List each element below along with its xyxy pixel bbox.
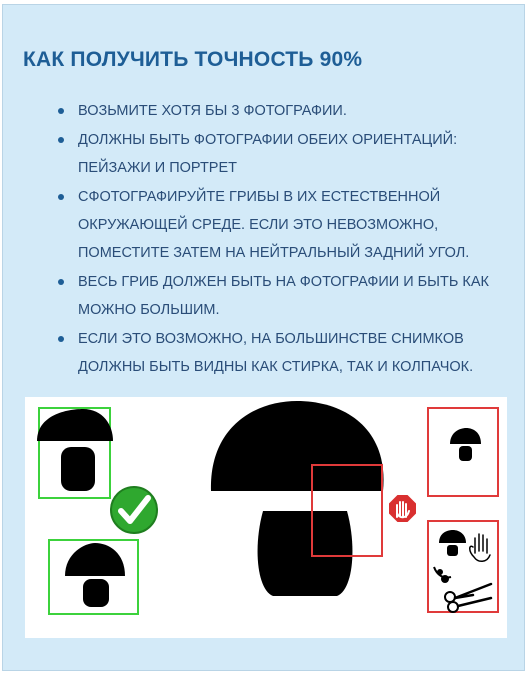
bullet-icon [58, 137, 64, 143]
page-title: КАК ПОЛУЧИТЬ ТОЧНОСТЬ 90% [23, 48, 363, 71]
bad-example-too-far [428, 408, 498, 496]
checkmark-icon [111, 487, 157, 533]
tip-line: ОКРУЖАЮЩЕЙ СРЕДЕ. ЕСЛИ ЭТО НЕВОЗМОЖНО, [78, 217, 439, 233]
stop-hand-icon [388, 494, 417, 523]
mushroom-icon [65, 543, 125, 607]
list-item [58, 97, 508, 125]
bullet-icon [58, 108, 64, 114]
tip-line: ЕСЛИ ЭТО ВОЗМОЖНО, НА БОЛЬШИНСТВЕ СНИМКОВ [78, 331, 464, 347]
tips-list [58, 97, 508, 382]
tip-line: ДОЛЖНЫ БЫТЬ ФОТОГРАФИИ ОБЕИХ ОРИЕНТАЦИЙ: [78, 132, 458, 148]
mushroom-icon [37, 409, 113, 491]
bullet-icon [58, 194, 64, 200]
illustration-panel [25, 397, 507, 638]
bullet-icon [58, 279, 64, 285]
tip-line: ПОМЕСТИТЕ ЗАТЕМ НА НЕЙТРАЛЬНЫЙ ЗАДНИЙ УГОЛ. [78, 245, 470, 261]
list-item [58, 325, 508, 381]
scissors-icon [445, 584, 491, 612]
bad-example-cut [428, 521, 498, 612]
mushroom-icon [450, 428, 481, 461]
list-item [58, 268, 508, 324]
tip-line: МОЖНО БОЛЬШИМ. [78, 302, 220, 318]
tip-line: ПЕЙЗАЖИ И ПОРТРЕТ [78, 160, 238, 176]
list-item [58, 183, 508, 267]
good-example-full [49, 540, 138, 614]
bullet-icon [58, 336, 64, 342]
tip-line: СФОТОГРАФИРУЙТЕ ГРИБЫ В ИХ ЕСТЕСТВЕННОЙ [78, 189, 441, 205]
tip-line: ВЕСЬ ГРИБ ДОЛЖЕН БЫТЬ НА ФОТОГРАФИИ И БЫТЬ КАК [78, 274, 489, 290]
tip-line: ВОЗЬМИТЕ ХОТЯ БЫ 3 ФОТОГРАФИИ. [78, 103, 347, 119]
mushroom-icon [211, 401, 384, 596]
illustration-svg [25, 397, 507, 638]
mushroom-icon [434, 530, 466, 583]
hand-icon [470, 534, 490, 561]
tip-line: ДОЛЖНЫ БЫТЬ ВИДНЫ КАК СТИРКА, ТАК И КОЛПАЧОК. [78, 359, 474, 375]
good-example-close-up [37, 408, 113, 498]
list-item [58, 126, 508, 182]
